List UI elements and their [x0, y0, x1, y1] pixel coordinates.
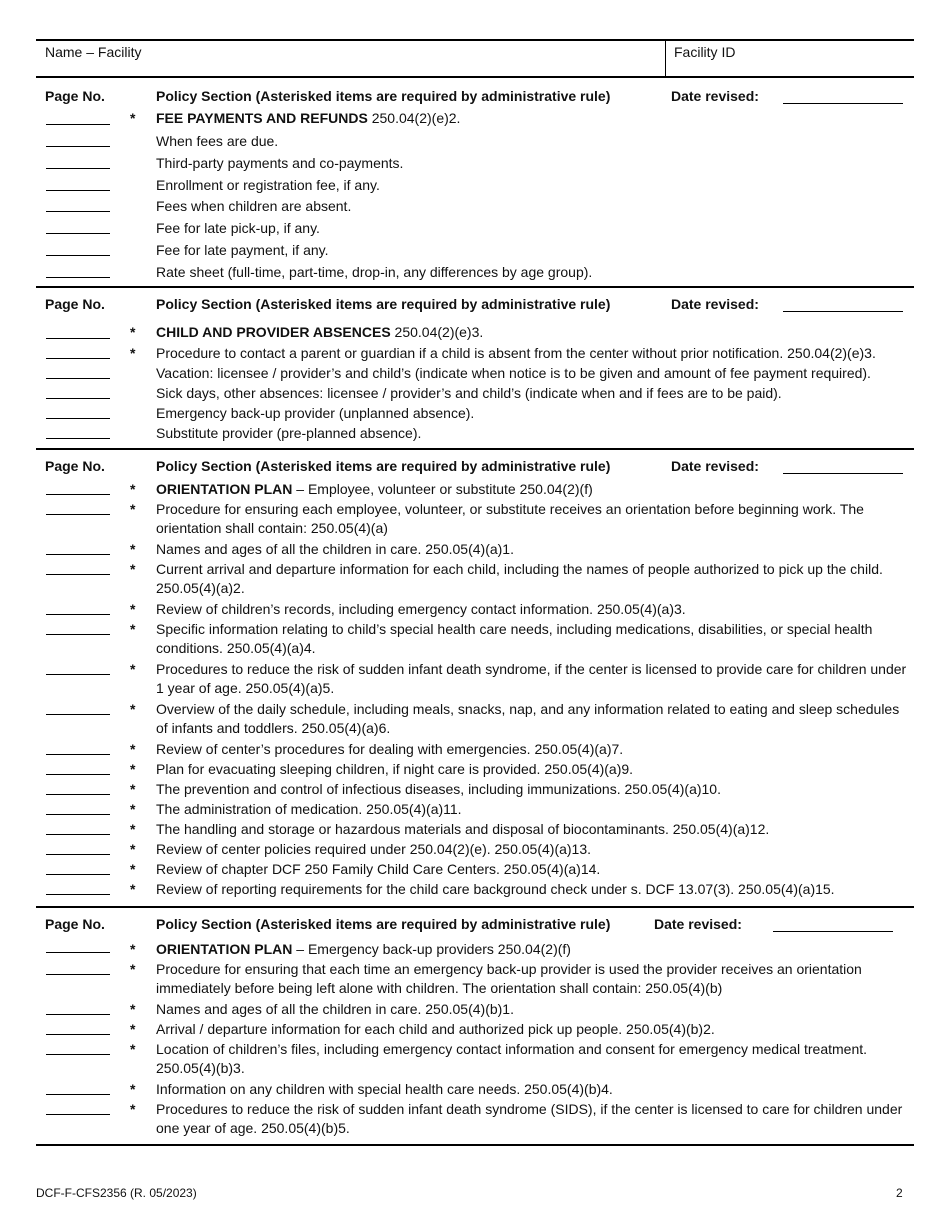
required-asterisk-icon: *: [130, 1001, 136, 1017]
policy-item-text: [156, 860, 914, 879]
date-revised-field[interactable]: [783, 311, 903, 312]
required-asterisk-icon: *: [130, 861, 136, 877]
policy-item-description: Review of center policies required under 250.04(2)(e). 250.05(4)(a)13.: [156, 841, 592, 857]
page-number-blank[interactable]: [46, 774, 110, 775]
policy-item-text: [156, 780, 914, 799]
page-number-blank[interactable]: [46, 211, 110, 212]
policy-item-title: ORIENTATION PLAN: [156, 941, 293, 957]
policy-item-description: Procedure for ensuring that each time an emergency back-up provider is used the provider receives an orientation immediately before being left alone with children. The orientation shall contain: 250.05(4)(b): [156, 961, 862, 996]
policy-item-description: Names and ages of all the children in care. 250.05(4)(b)1.: [156, 1001, 514, 1017]
required-asterisk-icon: *: [130, 601, 136, 617]
page-no-heading: Page No.: [45, 88, 105, 104]
page-number-blank[interactable]: [46, 894, 110, 895]
policy-item-text: [156, 1100, 914, 1138]
page-number-blank[interactable]: [46, 378, 110, 379]
page-number-blank[interactable]: [46, 1054, 110, 1055]
page-no-heading: Page No.: [45, 458, 105, 474]
page-number-blank[interactable]: [46, 1034, 110, 1035]
page-number-blank[interactable]: [46, 854, 110, 855]
policy-item-description: Procedure to contact a parent or guardian if a child is absent from the center without prior notification. 250.04(2)(e)3.: [156, 345, 876, 361]
required-asterisk-icon: *: [130, 701, 136, 717]
date-revised-label: Date revised:: [671, 88, 759, 104]
policy-section: [36, 80, 914, 288]
required-asterisk-icon: *: [130, 961, 136, 977]
required-asterisk-icon: *: [130, 841, 136, 857]
policy-item-description: Location of children’s files, including emergency contact information and consent for emergency medical treatment. 250.05(4)(b)3.: [156, 1041, 868, 1076]
facility-name-label: Name – Facility: [45, 44, 142, 60]
policy-item-text: [156, 344, 914, 363]
date-revised-label: Date revised:: [654, 916, 742, 932]
page-no-heading: Page No.: [45, 296, 105, 312]
required-asterisk-icon: *: [130, 761, 136, 777]
page-number-blank[interactable]: [46, 358, 110, 359]
page-number-blank[interactable]: [46, 952, 110, 953]
policy-section: [36, 450, 914, 908]
policy-item-text: [156, 384, 914, 403]
required-asterisk-icon: *: [130, 1041, 136, 1057]
page-number-blank[interactable]: [46, 255, 110, 256]
required-asterisk-icon: *: [130, 541, 136, 557]
policy-item-text: [156, 241, 914, 260]
required-asterisk-icon: *: [130, 801, 136, 817]
page-number-blank[interactable]: [46, 146, 110, 147]
policy-item-text: [156, 500, 914, 538]
page-number-blank[interactable]: [46, 190, 110, 191]
policy-item-text: [156, 1000, 914, 1019]
policy-item-text: [156, 740, 914, 759]
header-divider: [665, 41, 666, 76]
policy-item-text: [156, 560, 914, 598]
policy-item-text: [156, 197, 914, 216]
required-asterisk-icon: *: [130, 324, 136, 340]
policy-item-description: – Emergency back-up providers 250.04(2)(f): [292, 941, 571, 957]
policy-item-title: FEE PAYMENTS AND REFUNDS: [156, 110, 368, 126]
required-asterisk-icon: *: [130, 661, 136, 677]
policy-item-text: [156, 960, 914, 998]
policy-item-description: Plan for evacuating sleeping children, if night care is provided. 250.05(4)(a)9.: [156, 761, 634, 777]
page-number-blank[interactable]: [46, 1014, 110, 1015]
required-asterisk-icon: *: [130, 1021, 136, 1037]
required-asterisk-icon: *: [130, 741, 136, 757]
page-number-blank[interactable]: [46, 438, 110, 439]
facility-header: [36, 39, 914, 78]
policy-item-text: [156, 323, 914, 342]
policy-section-heading: Policy Section (Asterisked items are required by administrative rule): [156, 88, 611, 104]
page-number-blank[interactable]: [46, 554, 110, 555]
required-asterisk-icon: *: [130, 481, 136, 497]
policy-item-description: Review of reporting requirements for the child care background check under s. DCF 13.07(3). 250.05(4)(a)15.: [156, 881, 835, 897]
policy-item-title: ORIENTATION PLAN: [156, 481, 293, 497]
policy-item-description: Specific information relating to child’s special health care needs, including medications, disabilities, or special health conditions. 250.05(4)(a)4.: [156, 621, 873, 656]
page-number-blank[interactable]: [46, 634, 110, 635]
policy-item-text: [156, 820, 914, 839]
policy-item-text: [156, 404, 914, 423]
policy-item-description: Review of chapter DCF 250 Family Child Care Centers. 250.05(4)(a)14.: [156, 861, 601, 877]
policy-section-heading: Policy Section (Asterisked items are required by administrative rule): [156, 916, 611, 932]
policy-item-text: [156, 132, 914, 151]
policy-item-description: The administration of medication. 250.05(4)(a)11.: [156, 801, 462, 817]
policy-item-description: The handling and storage or hazardous materials and disposal of biocontaminants. 250.05(4)(a)12.: [156, 821, 770, 837]
policy-item-description: Sick days, other absences: licensee / provider’s and child’s (indicate when and if fees are to be paid).: [156, 385, 782, 401]
policy-item-text: [156, 263, 914, 282]
policy-item-description: Procedures to reduce the risk of sudden infant death syndrome, if the center is licensed to provide care for children under 1 year of age. 250.05(4)(a)5.: [156, 661, 907, 696]
required-asterisk-icon: *: [130, 501, 136, 517]
page-number-blank[interactable]: [46, 714, 110, 715]
policy-item-text: [156, 480, 914, 499]
section-header: [36, 916, 914, 936]
policy-item-text: [156, 424, 914, 443]
page-number-blank[interactable]: [46, 974, 110, 975]
policy-item-text: [156, 660, 914, 698]
policy-item-text: [156, 620, 914, 658]
page-number-blank[interactable]: [46, 494, 110, 495]
policy-item-text: [156, 800, 914, 819]
date-revised-field[interactable]: [783, 103, 903, 104]
policy-item-text: [156, 1080, 914, 1099]
facility-id-label: Facility ID: [674, 44, 736, 60]
required-asterisk-icon: *: [130, 941, 136, 957]
page-number-blank[interactable]: [46, 674, 110, 675]
required-asterisk-icon: *: [130, 881, 136, 897]
policy-item-description: 250.04(2)(e)3.: [390, 324, 484, 340]
policy-item-description: Emergency back-up provider (unplanned absence).: [156, 405, 475, 421]
policy-item-text: [156, 364, 914, 383]
page-no-heading: Page No.: [45, 916, 105, 932]
page-number-blank[interactable]: [46, 814, 110, 815]
policy-item-text: [156, 1040, 914, 1078]
policy-item-description: When fees are due.: [156, 133, 279, 149]
policy-item-description: Review of children’s records, including emergency contact information. 250.05(4)(a)3.: [156, 601, 686, 617]
section-header: [36, 458, 914, 478]
policy-item-description: The prevention and control of infectious diseases, including immunizations. 250.05(4)(a)10.: [156, 781, 721, 797]
required-asterisk-icon: *: [130, 621, 136, 637]
policy-item-description: Vacation: licensee / provider’s and child’s (indicate when notice is to be given and amount of fee payment required).: [156, 365, 871, 381]
policy-item-description: Overview of the daily schedule, including meals, snacks, nap, and any information related to eating and sleep schedules of infants and toddlers. 250.05(4)(a)6.: [156, 701, 900, 736]
date-revised-field[interactable]: [783, 473, 903, 474]
page-number-blank[interactable]: [46, 874, 110, 875]
page-number-blank[interactable]: [46, 124, 110, 125]
section-header: [36, 88, 914, 108]
policy-item-description: Procedure for ensuring each employee, volunteer, or substitute receives an orientation before beginning work. The orientation shall contain: 250.05(4)(a): [156, 501, 864, 536]
required-asterisk-icon: *: [130, 561, 136, 577]
policy-item-description: Procedures to reduce the risk of sudden infant death syndrome (SIDS), if the center is licensed to care for children under one year of age. 250.05(4)(b)5.: [156, 1101, 903, 1136]
page-number-blank[interactable]: [46, 338, 110, 339]
date-revised-field[interactable]: [773, 931, 893, 932]
required-asterisk-icon: *: [130, 781, 136, 797]
policy-item-description: Fee for late payment, if any.: [156, 242, 329, 258]
policy-item-description: 250.04(2)(e)2.: [367, 110, 461, 126]
page-number-blank[interactable]: [46, 1094, 110, 1095]
policy-item-description: – Employee, volunteer or substitute 250.04(2)(f): [292, 481, 593, 497]
page-number-blank[interactable]: [46, 277, 110, 278]
required-asterisk-icon: *: [130, 1081, 136, 1097]
required-asterisk-icon: *: [130, 110, 136, 126]
page-number-blank[interactable]: [46, 398, 110, 399]
page-number-blank[interactable]: [46, 514, 110, 515]
required-asterisk-icon: *: [130, 821, 136, 837]
policy-section-heading: Policy Section (Asterisked items are required by administrative rule): [156, 458, 611, 474]
form-id: DCF-F-CFS2356 (R. 05/2023): [36, 1186, 197, 1200]
policy-item-text: [156, 700, 914, 738]
page-number-blank[interactable]: [46, 574, 110, 575]
page-number-blank[interactable]: [46, 754, 110, 755]
policy-section: [36, 288, 914, 450]
date-revised-label: Date revised:: [671, 458, 759, 474]
policy-item-text: [156, 880, 914, 899]
policy-item-text: [156, 1020, 914, 1039]
section-header: [36, 296, 914, 316]
required-asterisk-icon: *: [130, 1101, 136, 1117]
policy-item-text: [156, 600, 914, 619]
page-number-blank[interactable]: [46, 834, 110, 835]
page-number: 2: [896, 1186, 903, 1200]
page-number-blank[interactable]: [46, 1114, 110, 1115]
page-number-blank[interactable]: [46, 614, 110, 615]
policy-item-title: CHILD AND PROVIDER ABSENCES: [156, 324, 391, 340]
policy-item-description: Review of center’s procedures for dealing with emergencies. 250.05(4)(a)7.: [156, 741, 624, 757]
policy-item-description: Names and ages of all the children in care. 250.05(4)(a)1.: [156, 541, 514, 557]
policy-item-description: Rate sheet (full-time, part-time, drop-in, any differences by age group).: [156, 264, 593, 280]
policy-item-description: Substitute provider (pre-planned absence).: [156, 425, 422, 441]
page-number-blank[interactable]: [46, 168, 110, 169]
policy-item-text: [156, 840, 914, 859]
page-number-blank[interactable]: [46, 233, 110, 234]
policy-item-text: [156, 176, 914, 195]
policy-item-description: Arrival / departure information for each child and authorized pick up people. 250.05(4)(b)2.: [156, 1021, 715, 1037]
policy-item-description: Current arrival and departure information for each child, including the names of people authorized to pick up the child. 250.05(4)(a)2.: [156, 561, 883, 596]
policy-section-heading: Policy Section (Asterisked items are required by administrative rule): [156, 296, 611, 312]
policy-item-description: Fee for late pick-up, if any.: [156, 220, 320, 236]
policy-item-text: [156, 760, 914, 779]
policy-item-description: Information on any children with special health care needs. 250.05(4)(b)4.: [156, 1081, 613, 1097]
policy-item-text: [156, 940, 914, 959]
policy-section: [36, 908, 914, 1146]
policy-item-description: Third-party payments and co-payments.: [156, 155, 404, 171]
policy-item-text: [156, 154, 914, 173]
policy-item-text: [156, 219, 914, 238]
policy-item-text: [156, 109, 914, 128]
policy-item-text: [156, 540, 914, 559]
policy-item-description: Fees when children are absent.: [156, 198, 352, 214]
page-number-blank[interactable]: [46, 418, 110, 419]
policy-item-description: Enrollment or registration fee, if any.: [156, 177, 380, 193]
page-number-blank[interactable]: [46, 794, 110, 795]
date-revised-label: Date revised:: [671, 296, 759, 312]
required-asterisk-icon: *: [130, 345, 136, 361]
